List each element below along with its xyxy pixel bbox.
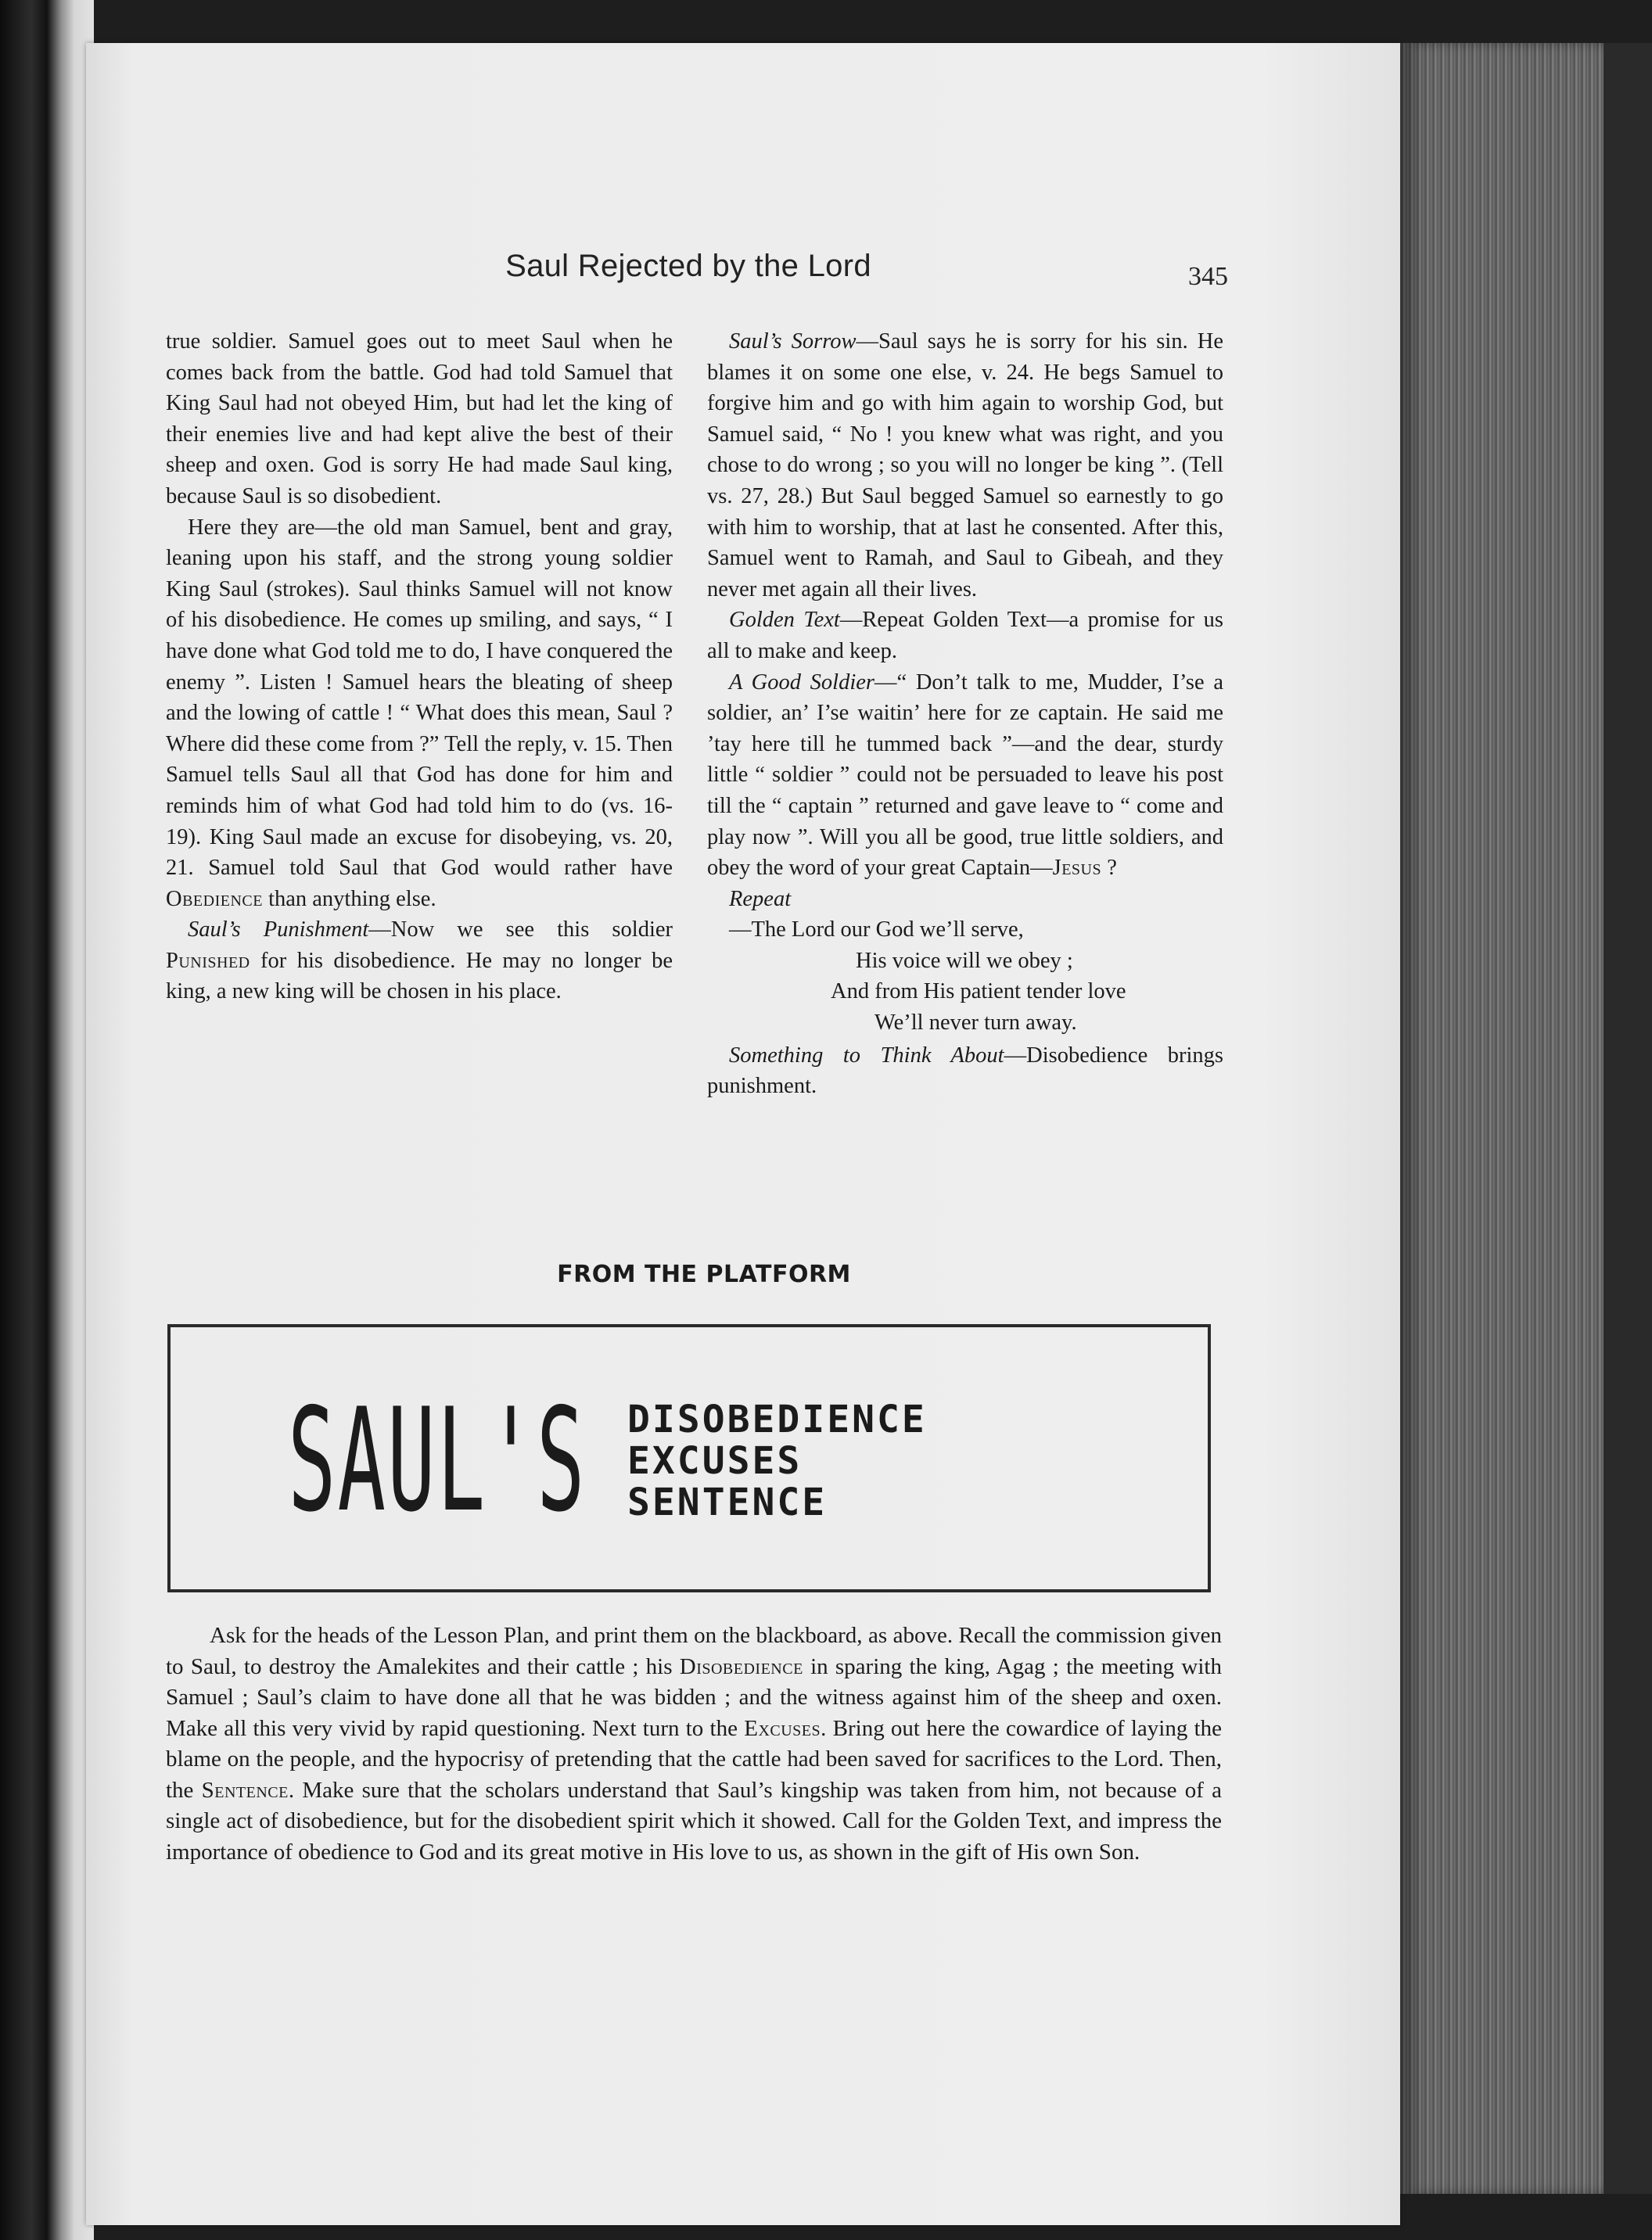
blackboard-figure <box>167 1324 1211 1592</box>
small-caps-excuses: Excuses <box>744 1715 821 1741</box>
book-binding-left <box>0 0 94 2240</box>
blackboard-word-list <box>627 1399 927 1524</box>
small-caps-punished: Punished <box>166 948 250 973</box>
italic-lead: A Good Soldier <box>729 669 874 695</box>
verse-line: And from His patient tender love <box>831 979 1126 1004</box>
right-column <box>707 326 1223 1102</box>
verse <box>707 884 1223 1039</box>
verse-line: Repeat —The Lord our God we’ll serve, <box>729 886 1024 942</box>
verse-line: We’ll never turn away. <box>874 1011 1077 1036</box>
paragraph: true soldier. Samuel goes out to meet Saul when he comes back from the battle. God had told Samuel that King Saul had not obeyed Him, but had let the king of their enemies live and had kept alive the best of their sheep and oxen. God is sorry He had made Saul king, because Saul is so disobedient. <box>166 329 673 508</box>
small-caps-jesus: Jesus <box>1052 856 1102 881</box>
italic-lead: Something to Think About <box>729 1043 1004 1068</box>
book-page-edges <box>1400 43 1635 2194</box>
verse-line: His voice will we obey ; <box>856 948 1073 973</box>
blackboard-word: EXCUSES <box>627 1439 803 1483</box>
blackboard-word: SENTENCE <box>627 1481 828 1524</box>
small-caps-obedience: Obedience <box>166 886 263 911</box>
paragraph: Here they are—the old man Samuel, bent and gray, leaning upon his staff, and the strong young soldier King Saul (strokes). Saul thinks Samuel will not know of his disobedience. He comes up smiling, and says, “ I have done what God told me to do, I have conquered the enemy ”. Listen ! Samuel hears the bleating of sheep and the lowing of cattle ! “ What does this mean, Saul ? Where did these come from ?” Tell the reply, v. 15. Then Samuel tells Saul all that God has done for him and reminds him of what God had told him to do (vs. 16-19). King Saul made an excuse for disobeying, vs. 20, 21. Samuel told Saul that God would rather have Obedience than anything else. <box>166 515 673 911</box>
paragraph: Saul’s Punishment—Now we see this soldier Punished for his disobedience. He may no longer be king, a new king will be chosen in his place. <box>166 917 673 1004</box>
blackboard-word: DISOBEDIENCE <box>627 1398 927 1441</box>
paragraph: Something to Think About—Disobedience brings punishment. <box>707 1043 1224 1099</box>
left-column <box>166 326 673 1007</box>
platform-paragraph <box>166 1621 1222 1868</box>
paragraph: Golden Text—Repeat Golden Text—a promise for us all to make and keep. <box>707 608 1223 663</box>
small-caps-disobedience: Disobedience <box>679 1653 803 1679</box>
italic-lead: Saul’s Punishment <box>188 917 369 942</box>
paragraph: Ask for the heads of the Lesson Plan, and print them on the blackboard, as above. Recall the commission given to Saul, to destroy the Amalekites and their cattle ; his Disobedience in sparing the king, Agag ; the meeting with Samuel ; Saul’s claim to have done all that he was bidden ; and the witness against him of the sheep and oxen. Make all this very vivid by rapid questioning. Next turn to the Excuses. Bring out here the cowardice of laying the blame on the people, and the hypocrisy of pretending that the cattle had been saved for sacrifices to the Lord. Then, the Sentence. Make sure that the scholars understand that Saul’s kingship was taken from him, not because of a single act of disobedience, but for the disobedient spirit which it showed. Call for the Golden Text, and impress the importance of obedience to God and its great motive in His love to us, as shown in the gift of His own Son. <box>166 1623 1222 1865</box>
page-number: 345 <box>1188 262 1228 291</box>
small-caps-sentence: Sentence <box>201 1777 289 1803</box>
book-cover-edge <box>1604 43 1652 2194</box>
paragraph: Saul’s Sorrow—Saul says he is sorry for his sin. He blames it on some one else, v. 24. He begs Samuel to forgive him and go with him again to worship God, but Samuel said, “ No ! you knew what was right, and you chose to do wrong ; so you will no longer be king ”. (Tell vs. 27, 28.) But Saul begged Samuel so earnestly to go with him to worship, that at last he consented. After this, Samuel went to Ramah, and Saul to Gibeah, and they never met again all their lives. <box>707 329 1223 601</box>
running-header-title: Saul Rejected by the Lord <box>505 249 871 283</box>
italic-lead: Saul’s Sorrow <box>729 329 857 354</box>
paragraph: A Good Soldier—“ Don’t talk to me, Mudder, I’se a soldier, an’ I’se waitin’ here for ze captain. He said me ’tay here till he tummed back ”—and the dear, sturdy little “ soldier ” could not be persuaded to leave his post till the “ captain ” returned and gave leave to “ come and play now ”. Will you all be good, true little soldiers, and obey the word of your great Captain—Jesus ? <box>707 669 1223 881</box>
blackboard-title: SAUL'S <box>288 1377 587 1543</box>
section-heading: FROM THE PLATFORM <box>557 1261 851 1288</box>
italic-lead: Golden Text <box>729 608 840 633</box>
